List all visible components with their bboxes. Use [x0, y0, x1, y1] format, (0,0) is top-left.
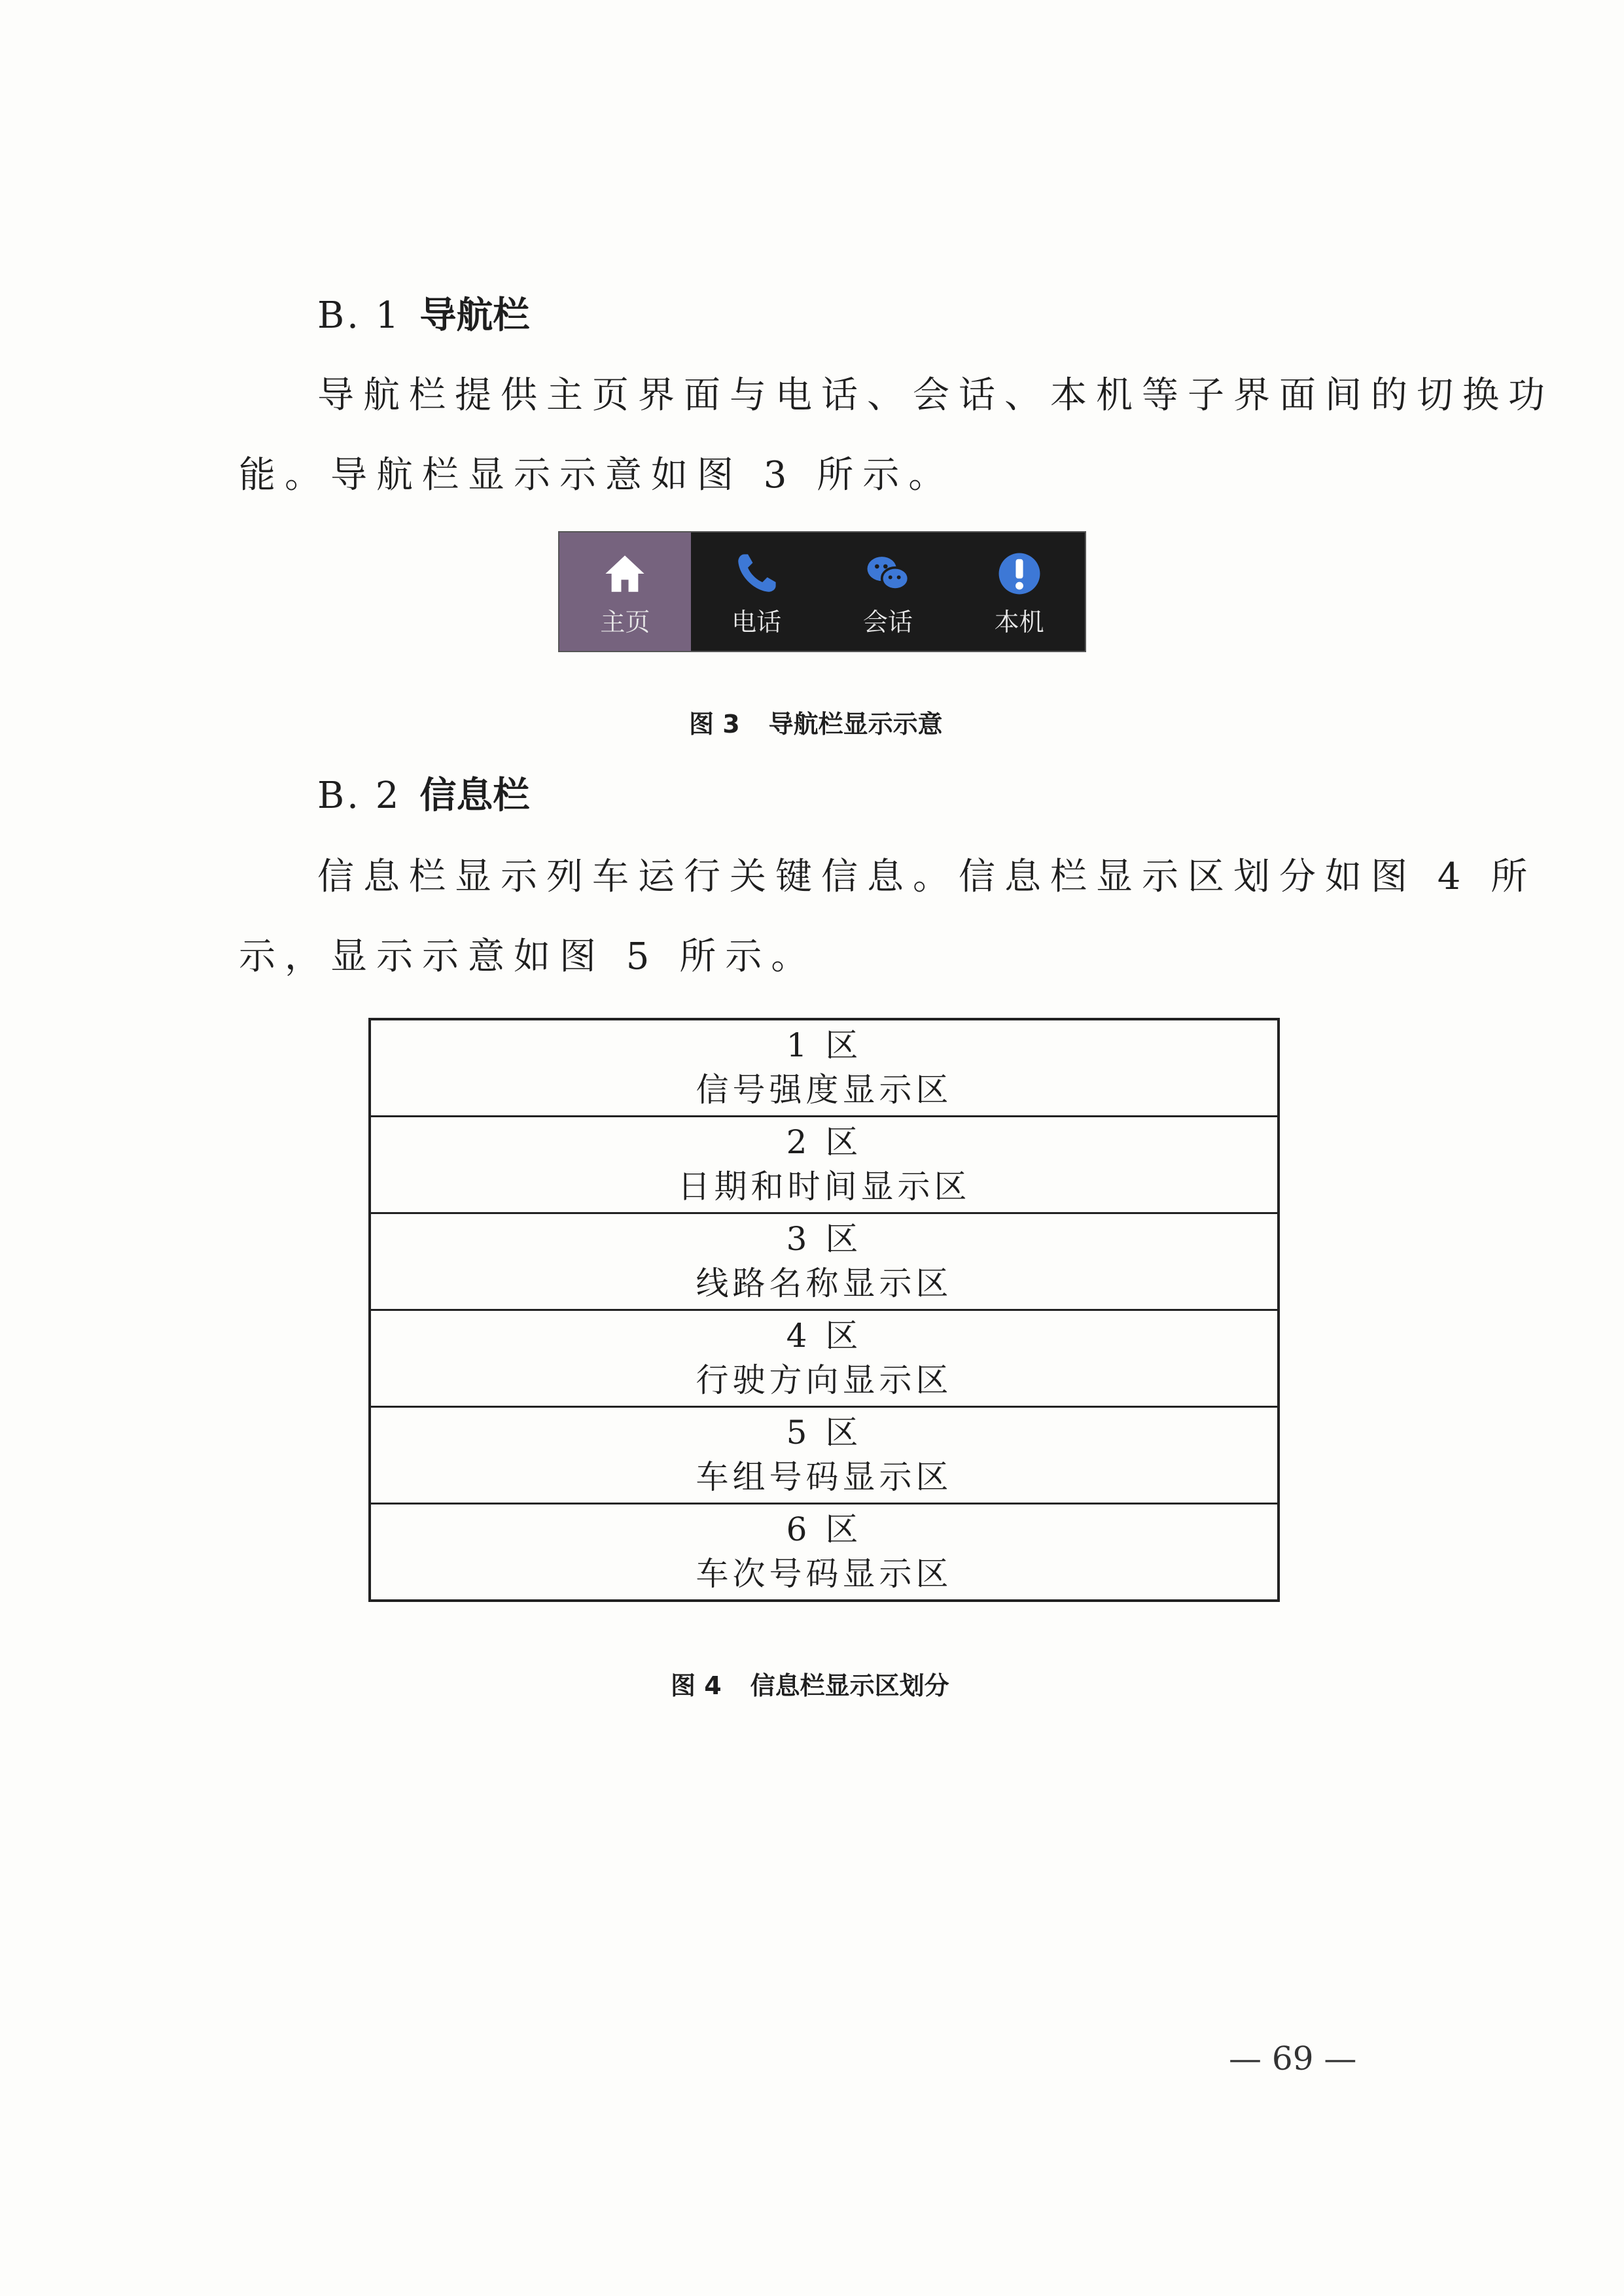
table-cell [370, 1117, 1279, 1213]
table-row [370, 1504, 1279, 1601]
zone-description: 车次号码显示区 [696, 1554, 953, 1593]
nav-tab-device[interactable] [953, 532, 1085, 651]
figure-title: 信息栏显示区划分 [750, 1671, 949, 1700]
table-row [370, 1213, 1279, 1310]
zone-description: 线路名称显示区 [696, 1264, 953, 1302]
section-number: B. 1 [317, 294, 402, 337]
zone-description: 信号强度显示区 [696, 1070, 953, 1109]
zone-description: 车组号码显示区 [696, 1457, 953, 1496]
nav-tab-home[interactable] [559, 532, 691, 651]
nav-tab-phone[interactable] [691, 532, 822, 651]
section-b1-heading [317, 287, 529, 339]
table-cell [370, 1019, 1279, 1117]
figure-title: 导航栏显示示意 [768, 710, 943, 739]
section-b2-heading [317, 767, 529, 819]
paragraph-line: 信息栏显示列车运行关键信息。信息栏显示区划分如图 4 所 [317, 856, 1537, 898]
zone-name: 3 区 [786, 1220, 862, 1258]
paragraph-line: 示，显示示意如图 5 所示。 [239, 935, 817, 978]
info-bar-zone-table [368, 1018, 1280, 1602]
zone-name: 6 区 [786, 1510, 862, 1548]
home-icon [601, 549, 649, 598]
table-cell [370, 1310, 1279, 1407]
zone-name: 1 区 [786, 1026, 862, 1064]
table-cell [370, 1504, 1279, 1601]
zone-name: 2 区 [786, 1123, 862, 1161]
figure-number: 图 3 [689, 710, 740, 739]
page-number: — 69 — [1229, 2040, 1357, 2078]
zone-description: 行驶方向显示区 [696, 1361, 953, 1399]
table-cell [370, 1213, 1279, 1310]
table-row [370, 1310, 1279, 1407]
nav-tab-label: 主页 [600, 608, 650, 636]
table-row [370, 1407, 1279, 1504]
phone-icon [732, 549, 781, 598]
table-cell [370, 1407, 1279, 1504]
figure-caption [671, 1665, 949, 1701]
zone-name: 5 区 [786, 1414, 862, 1452]
nav-tab-label: 会话 [862, 608, 913, 636]
info-icon [995, 549, 1044, 598]
zone-description: 日期和时间显示区 [677, 1167, 971, 1206]
navigation-bar-figure [558, 531, 1086, 652]
section-number: B. 2 [317, 774, 402, 817]
nav-tab-label: 电话 [732, 608, 782, 636]
nav-tab-label: 本机 [994, 608, 1044, 636]
paragraph-line: 能。导航栏显示示意如图 3 所示。 [239, 454, 955, 496]
table-row [370, 1117, 1279, 1213]
chat-icon [864, 549, 912, 598]
nav-tab-chat[interactable] [822, 532, 954, 651]
figure-caption [689, 704, 943, 740]
zone-name: 4 区 [786, 1317, 862, 1355]
section-title: 信息栏 [419, 774, 530, 817]
figure-number: 图 4 [671, 1671, 722, 1700]
paragraph-line: 导航栏提供主页界面与电话、会话、本机等子界面间的切换功 [317, 374, 1554, 417]
section-title: 导航栏 [419, 294, 530, 337]
table-row [370, 1019, 1279, 1117]
